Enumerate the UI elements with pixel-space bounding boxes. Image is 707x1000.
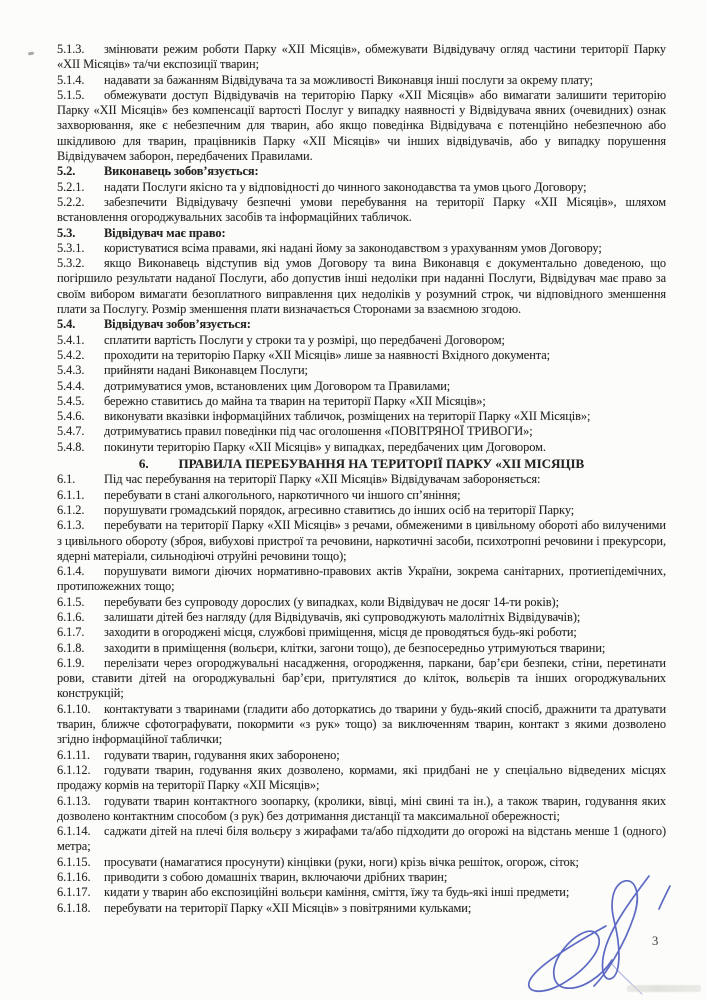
clause-text: залишати дітей без нагляду (для Відвідувачів, які супроводжують малолітніх Відвідувачів); bbox=[104, 609, 581, 624]
clause-6-1-4 bbox=[57, 564, 666, 595]
clause-text: перебувати на території Парку «ХІІ Місяців» з речами, обмеженими в цивільному обороті або вилученими з цивільного обороту (зброя, вибухові пристрої та речовини, наркотичні засоби, психотропні речовини і прекурсори, ядерні матеріали, сильнодіючі отруйні речовини тощо); bbox=[57, 518, 666, 563]
clause-6-1-14 bbox=[57, 824, 666, 855]
clause-5-4-4 bbox=[57, 379, 666, 394]
clause-number: 5.3.2. bbox=[57, 256, 85, 271]
section-6-heading bbox=[57, 455, 666, 472]
clause-text: саджати дітей на плечі біля вольєру з жирафами та/або підходити до огорожі на відстань менше 1 (одного) метра; bbox=[57, 824, 666, 854]
clause-number: 6.1.13. bbox=[57, 793, 91, 808]
clause-text: надати Послуги якісно та у відповідності до чинного законодавства та умов цього Договору; bbox=[104, 179, 587, 194]
clause-number: 6.1.9. bbox=[57, 655, 85, 670]
section-5-2 bbox=[57, 164, 666, 179]
clause-6-1-8 bbox=[57, 641, 666, 656]
clause-number: 6.1.14. bbox=[57, 824, 91, 839]
clause-text: перебувати на території Парку «ХІІ Місяців» з повітряними кульками; bbox=[104, 900, 472, 915]
clause-number: 6.1.1. bbox=[57, 487, 85, 502]
clause-5-4-7 bbox=[57, 424, 666, 439]
scan-speck bbox=[28, 52, 34, 56]
clause-number: 5.4.8. bbox=[57, 439, 85, 454]
clause-5-4-8 bbox=[57, 440, 666, 455]
clause-5-3-2 bbox=[57, 256, 666, 317]
clause-text: прийняти надані Виконавцем Послуги; bbox=[104, 363, 308, 378]
clause-text: Виконавець зобов’язується: bbox=[104, 164, 259, 179]
clause-text: покинути територію Парку «ХІІ Місяців» у випадках, передбачених цим Договором. bbox=[104, 439, 546, 454]
clause-number: 6.1.5. bbox=[57, 594, 85, 609]
clause-number: 6.1.16. bbox=[57, 870, 91, 885]
clause-5-1-4 bbox=[57, 73, 666, 88]
clause-text: виконувати вказівки інформаційних табличок, розміщених на території Парку «ХІІ Місяців»; bbox=[104, 409, 591, 424]
clause-text: дотримуватись правил поведінки під час оголошення «ПОВІТРЯНОЇ ТРИВОГИ»; bbox=[104, 424, 533, 439]
clause-text: просувати (намагатися просунути) кінцівки (руки, ноги) крізь вічка решіток, огорож, сіток; bbox=[104, 854, 579, 869]
clause-text: годувати тварин, годування яких дозволено, кормами, які придбані не у спеціально відведених місцях продажу кормів на території Парку «ХІІ Місяців»; bbox=[57, 762, 666, 793]
clause-number: 5.4.3. bbox=[57, 363, 85, 378]
clause-number: 5.2.1. bbox=[57, 179, 85, 194]
clause-5-4-3 bbox=[57, 363, 666, 378]
clause-text: перелізати через огороджувальні насадження, огородження, паркани, бар’єри безпеки, стіни, перетинати рови, ставити дітей на огороджувальні бар’єри, притулятися до кліток, вольєрів та інших огороджувальних конструкцій; bbox=[57, 655, 666, 701]
clause-text: годувати тварин, годування яких заборонено; bbox=[104, 747, 340, 762]
clause-6-1-6 bbox=[57, 610, 666, 625]
clause-text: бережно ставитись до майна та тварин на території Парку «ХІІ Місяців»; bbox=[104, 393, 486, 408]
clause-text: заходити в приміщення (вольєри, клітки, загони тощо), де безпосередньо утримуються тварини; bbox=[104, 640, 606, 655]
clause-text: перебувати в стані алкогольного, наркотичного чи іншого сп’яніння; bbox=[104, 487, 461, 502]
clause-6-1 bbox=[57, 472, 666, 487]
clause-number: 5.1.5. bbox=[57, 87, 85, 102]
clause-6-1-12 bbox=[57, 763, 666, 794]
contract-text bbox=[57, 42, 666, 916]
clause-text: якщо Виконавець відступив від умов Договору та вина Виконавця є документально доведеною, що погіршило результати наданої Послуги, або допустив інші недоліки при наданні Послуги, Відвідувач має право за своїм вибором вимагати безоплатного виправлення цих недоліків у розумний строк, чи відповідного зменшення плати за Послугу. Розмір зменшення плати визначається Сторонами за взаємною згодою. bbox=[57, 256, 666, 317]
clause-6-1-7 bbox=[57, 625, 666, 640]
clause-number: 5.4.7. bbox=[57, 424, 85, 439]
clause-number: 5.3. bbox=[57, 225, 76, 240]
clause-text: перебувати без супроводу дорослих (у випадках, коли Відвідувач не досяг 14-ти років); bbox=[104, 594, 559, 609]
clause-number: 5.4.5. bbox=[57, 393, 85, 408]
clause-number: 6.1. bbox=[57, 472, 76, 487]
clause-number: 5.4.6. bbox=[57, 409, 85, 424]
scanner-artifact bbox=[627, 985, 701, 992]
clause-text: приводити з собою домашніх тварин, включаючи дрібних тварин; bbox=[104, 870, 448, 885]
clause-text: Відвідувач зобов’язується: bbox=[104, 317, 251, 332]
clause-number: 6.1.3. bbox=[57, 518, 85, 533]
clause-number: 5.4.4. bbox=[57, 378, 85, 393]
clause-5-2-2 bbox=[57, 195, 666, 226]
clause-number: 6.1.2. bbox=[57, 502, 85, 517]
section-5-3 bbox=[57, 226, 666, 241]
clause-text: надавати за бажанням Відвідувача та за можливості Виконавця інші послуги за окрему плату; bbox=[104, 72, 594, 87]
clause-number: 6.1.7. bbox=[57, 625, 85, 640]
section-number: 6. bbox=[138, 456, 149, 472]
clause-number: 6.1.12. bbox=[57, 762, 91, 777]
clause-text: обмежувати доступ Відвідувачів на територію Парку «ХІІ Місяців» або вимагати залишити територію Парку «ХІІ Місяців» без компенсації вартості Послуг у випадку наявності у Відвідувача явних (очевидних) ознак захворювання, яке є небезпечним для тварин, або якщо поведінка Відвідувача є потенційно небезпечною або шкідливою для тварин, працівників Парку «ХІІ Місяців» чи інших відвідувачів, або у випадку порушення Відвідувачем заборон, передбачених Правилами. bbox=[57, 87, 666, 164]
clause-text: користуватися всіма правами, які надані йому за законодавством з урахуванням умов Договору; bbox=[104, 240, 602, 255]
clause-5-4-2 bbox=[57, 348, 666, 363]
clause-number: 5.2.2. bbox=[57, 194, 85, 209]
clause-text: сплатити вартість Послуги у строки та у розмірі, що передбачені Договором; bbox=[104, 332, 505, 347]
clause-number: 5.1.4. bbox=[57, 72, 85, 87]
clause-number: 5.4.1. bbox=[57, 332, 85, 347]
clause-6-1-2 bbox=[57, 503, 666, 518]
clause-number: 6.1.10. bbox=[57, 701, 91, 716]
clause-5-4-6 bbox=[57, 409, 666, 424]
clause-number: 6.1.6. bbox=[57, 609, 85, 624]
clause-number: 6.1.18. bbox=[57, 900, 91, 915]
clause-number: 5.1.3. bbox=[57, 42, 85, 56]
clause-text: порушувати громадський порядок, агресивно ставитись до інших осіб на території Парку; bbox=[104, 502, 575, 517]
clause-text: контактувати з тваринами (гладити або доторкатись до тварини у будь-який спосіб, дражнити та дратувати тварин, ближче сфотографувати, покормити «з рук» тощо) за виключенням тварин, контакт з якими дозволено згідно інформаційної таблички; bbox=[57, 701, 666, 747]
clause-5-2-1 bbox=[57, 180, 666, 195]
clause-5-4-1 bbox=[57, 333, 666, 348]
clause-text: змінювати режим роботи Парку «ХІІ Місяців», обмежувати Відвідувачу огляд частини території Парку «ХІІ Місяців» та/чи експозиції тварин; bbox=[57, 42, 666, 72]
clause-text: порушувати вимоги діючих нормативно-правових актів України, зокрема санітарних, протиепідемічних, протипожежних тощо; bbox=[57, 564, 666, 594]
clause-number: 5.3.1. bbox=[57, 240, 85, 255]
clause-text: годувати тварин контактного зоопарку, (кролики, вівці, міні свині та ін.), а також тварин, годування яких дозволено контактним способом (з рук) без дотримання дистанції та максимальної обережності; bbox=[57, 793, 666, 823]
clause-text: заходити в огороджені місця, службові приміщення, місця де проводяться будь-які роботи; bbox=[104, 625, 577, 640]
clause-6-1-3 bbox=[57, 518, 666, 564]
clause-6-1-1 bbox=[57, 488, 666, 503]
clause-text: проходити на територію Парку «ХІІ Місяців» лише за наявності Вхідного документа; bbox=[104, 347, 551, 362]
page-number: 3 bbox=[652, 934, 659, 948]
section-5-4 bbox=[57, 317, 666, 332]
clause-5-1-5 bbox=[57, 88, 666, 164]
clause-6-1-9 bbox=[57, 656, 666, 702]
clause-5-1-3 bbox=[57, 42, 666, 73]
clause-number: 6.1.17. bbox=[57, 885, 91, 900]
clause-number: 6.1.4. bbox=[57, 564, 85, 579]
clause-number: 6.1.8. bbox=[57, 640, 85, 655]
clause-6-1-11 bbox=[57, 748, 666, 763]
clause-5-3-1 bbox=[57, 241, 666, 256]
clause-text: Відвідувач має право: bbox=[104, 225, 226, 240]
clause-6-1-10 bbox=[57, 702, 666, 748]
clause-number: 5.4. bbox=[57, 317, 76, 332]
clause-number: 6.1.15. bbox=[57, 854, 91, 869]
clause-text: Під час перебування на території Парку «ХІІ Місяців» Відвідувачам забороняється: bbox=[104, 472, 541, 487]
clause-text: забезпечити Відвідувачу безпечні умови перебування на території Парку «ХІІ Місяців», шляхом встановлення огороджувальних засобів та інформаційних табличок. bbox=[57, 194, 666, 225]
clause-number: 5.2. bbox=[57, 164, 76, 179]
clause-6-1-5 bbox=[57, 595, 666, 610]
clause-number: 5.4.2. bbox=[57, 347, 85, 362]
signature-ink bbox=[510, 852, 700, 1000]
clause-text: кидати у тварин або експозиційні вольєри каміння, сміття, їжу та будь-які інші предмети; bbox=[104, 885, 570, 900]
clause-text: дотримуватися умов, встановлених цим Договором та Правилами; bbox=[104, 378, 451, 393]
clause-6-1-13 bbox=[57, 794, 666, 825]
clause-5-4-5 bbox=[57, 394, 666, 409]
section-title: ПРАВИЛА ПЕРЕБУВАННЯ НА ТЕРИТОРІЇ ПАРКУ «ХІІ МІСЯЦІВ bbox=[178, 456, 585, 472]
clause-number: 6.1.11. bbox=[57, 747, 91, 762]
